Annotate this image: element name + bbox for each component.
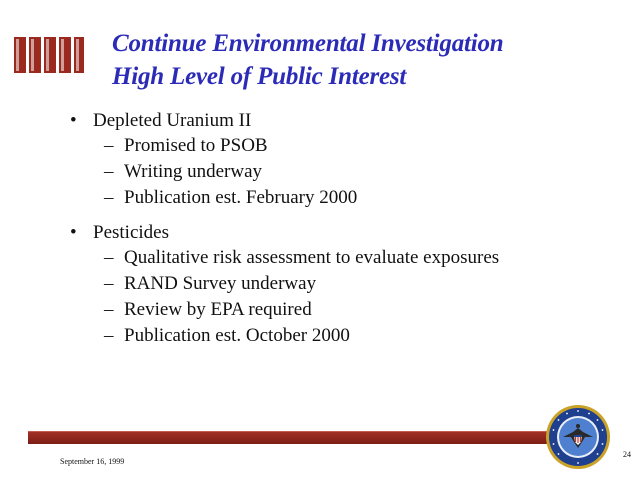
footer-accent-bar xyxy=(28,431,574,444)
bullet-dot-icon: • xyxy=(70,110,77,131)
bullet-list xyxy=(70,108,630,349)
bullet-depleted-uranium xyxy=(70,108,630,133)
sub-dash-icon: – xyxy=(104,161,114,182)
sub-bullet-text: Review by EPA required xyxy=(124,299,312,320)
sub-bullet xyxy=(70,159,630,185)
red-bars-logo-icon xyxy=(14,37,86,73)
sub-bullet xyxy=(70,245,630,271)
sub-bullet-text: Publication est. October 2000 xyxy=(124,325,350,346)
sub-bullet xyxy=(70,323,630,349)
page-number: 24 xyxy=(623,450,631,459)
sub-dash-icon: – xyxy=(104,135,114,156)
bullet-text: Depleted Uranium II xyxy=(93,110,252,131)
bullet-pesticides xyxy=(70,220,630,245)
sub-bullet-text: Promised to PSOB xyxy=(124,135,268,156)
bullet-text: Pesticides xyxy=(93,222,169,243)
sub-dash-icon: – xyxy=(104,187,114,208)
sub-bullet-text: Writing underway xyxy=(124,161,263,182)
title-line-1: Continue Environmental Investigation xyxy=(112,30,504,57)
department-of-defense-seal-icon xyxy=(545,404,611,470)
sub-bullet xyxy=(70,271,630,297)
sub-dash-icon: – xyxy=(104,299,114,320)
sub-bullet-text: Publication est. February 2000 xyxy=(124,187,358,208)
sub-bullet-text: Qualitative risk assessment to evaluate exposures xyxy=(124,247,500,268)
sub-dash-icon: – xyxy=(104,325,114,346)
sub-bullet xyxy=(70,297,630,323)
sub-bullet xyxy=(70,133,630,159)
footer-date: September 16, 1999 xyxy=(60,457,125,466)
slide-title xyxy=(112,27,504,93)
sub-bullet-text: RAND Survey underway xyxy=(124,273,317,294)
sub-dash-icon: – xyxy=(104,273,114,294)
title-line-2: High Level of Public Interest xyxy=(112,63,407,90)
sub-dash-icon: – xyxy=(104,247,114,268)
bullet-dot-icon: • xyxy=(70,222,77,243)
sub-bullet xyxy=(70,185,630,211)
